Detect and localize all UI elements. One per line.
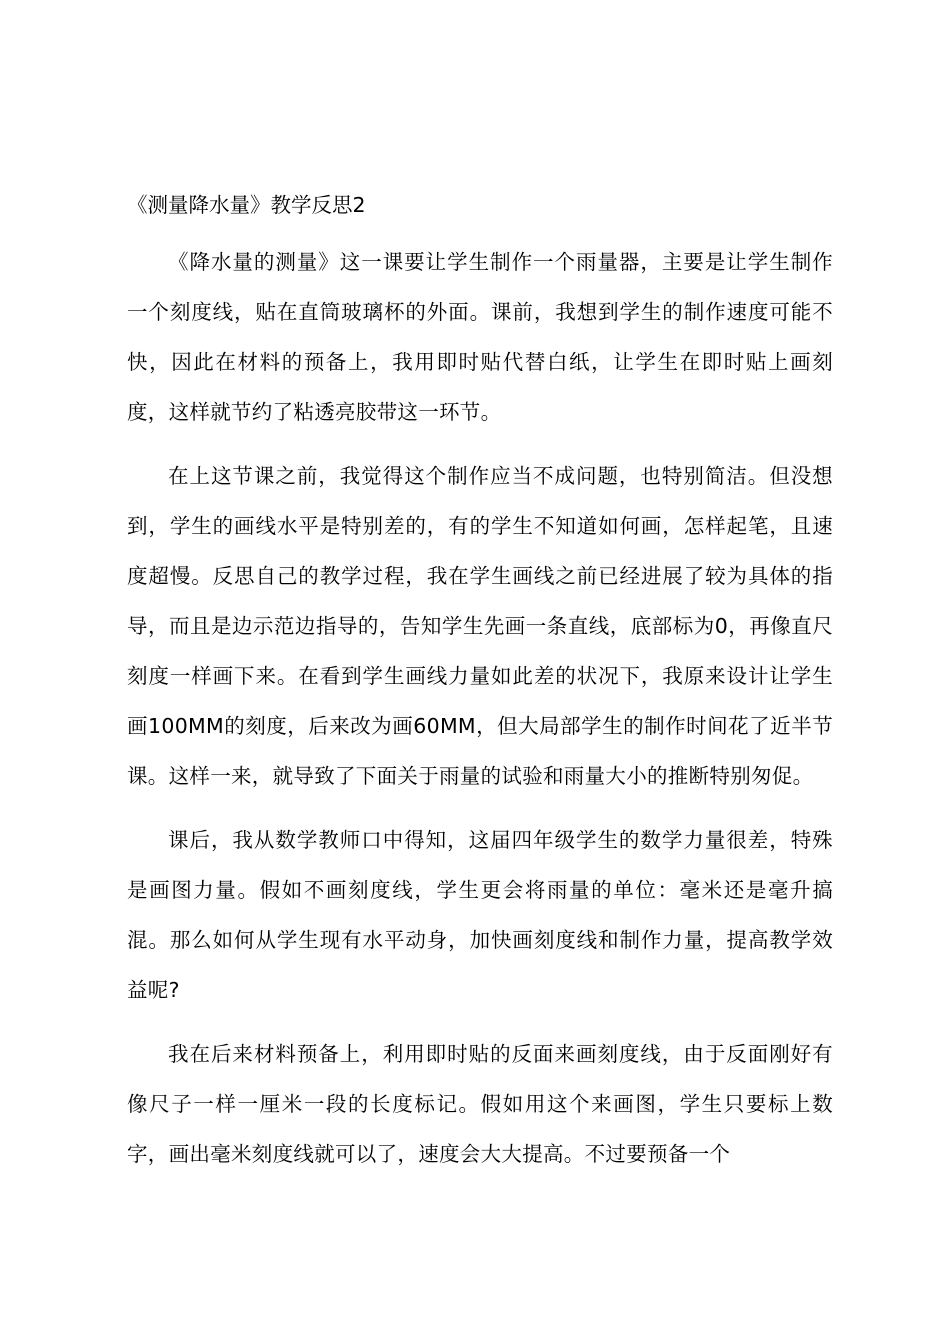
- document-title: 《测量降水量》教学反思2: [127, 193, 366, 217]
- paragraph-4: 我在后来材料预备上，利用即时贴的反面来画刻度线，由于反面刚好有像尺子一样一厘米一段的长度标记。假如用这个来画图，学生只要标上数字，画出毫米刻度线就可以了，速度会大大提高。不过要预备一个: [127, 1042, 833, 1166]
- document-page: [127, 187, 833, 1179]
- paragraph-3: 课后，我从数学教师口中得知，这届四年级学生的数学力量很差，特殊是画图力量。假如不画刻度线，学生更会将雨量的单位：毫米还是毫升搞混。那么如何从学生现有水平动身，加快画刻度线和制作力量，提高教学效益呢?: [127, 828, 833, 1002]
- paragraph-2: 在上这节课之前，我觉得这个制作应当不成问题，也特别简洁。但没想到，学生的画线水平是特别差的，有的学生不知道如何画，怎样起笔，且速度超慢。反思自己的教学过程，我在学生画线之前已经进展了较为具体的指导，而且是边示范边指导的，告知学生先画一条直线，底部标为0，再像直尺刻度一样画下来。在看到学生画线力量如此差的状况下，我原来设计让学生画100MM的刻度，后来改为画60MM，但大局部学生的制作时间花了近半节课。这样一来，就导致了下面关于雨量的试验和雨量大小的推断特别匆促。: [127, 464, 833, 788]
- paragraph-1: 《降水量的测量》这一课要让学生制作一个雨量器，主要是让学生制作一个刻度线，贴在直筒玻璃杯的外面。课前，我想到学生的制作速度可能不快，因此在材料的预备上，我用即时贴代替白纸，让学生在即时贴上画刻度，这样就节约了粘透亮胶带这一环节。: [127, 250, 833, 424]
